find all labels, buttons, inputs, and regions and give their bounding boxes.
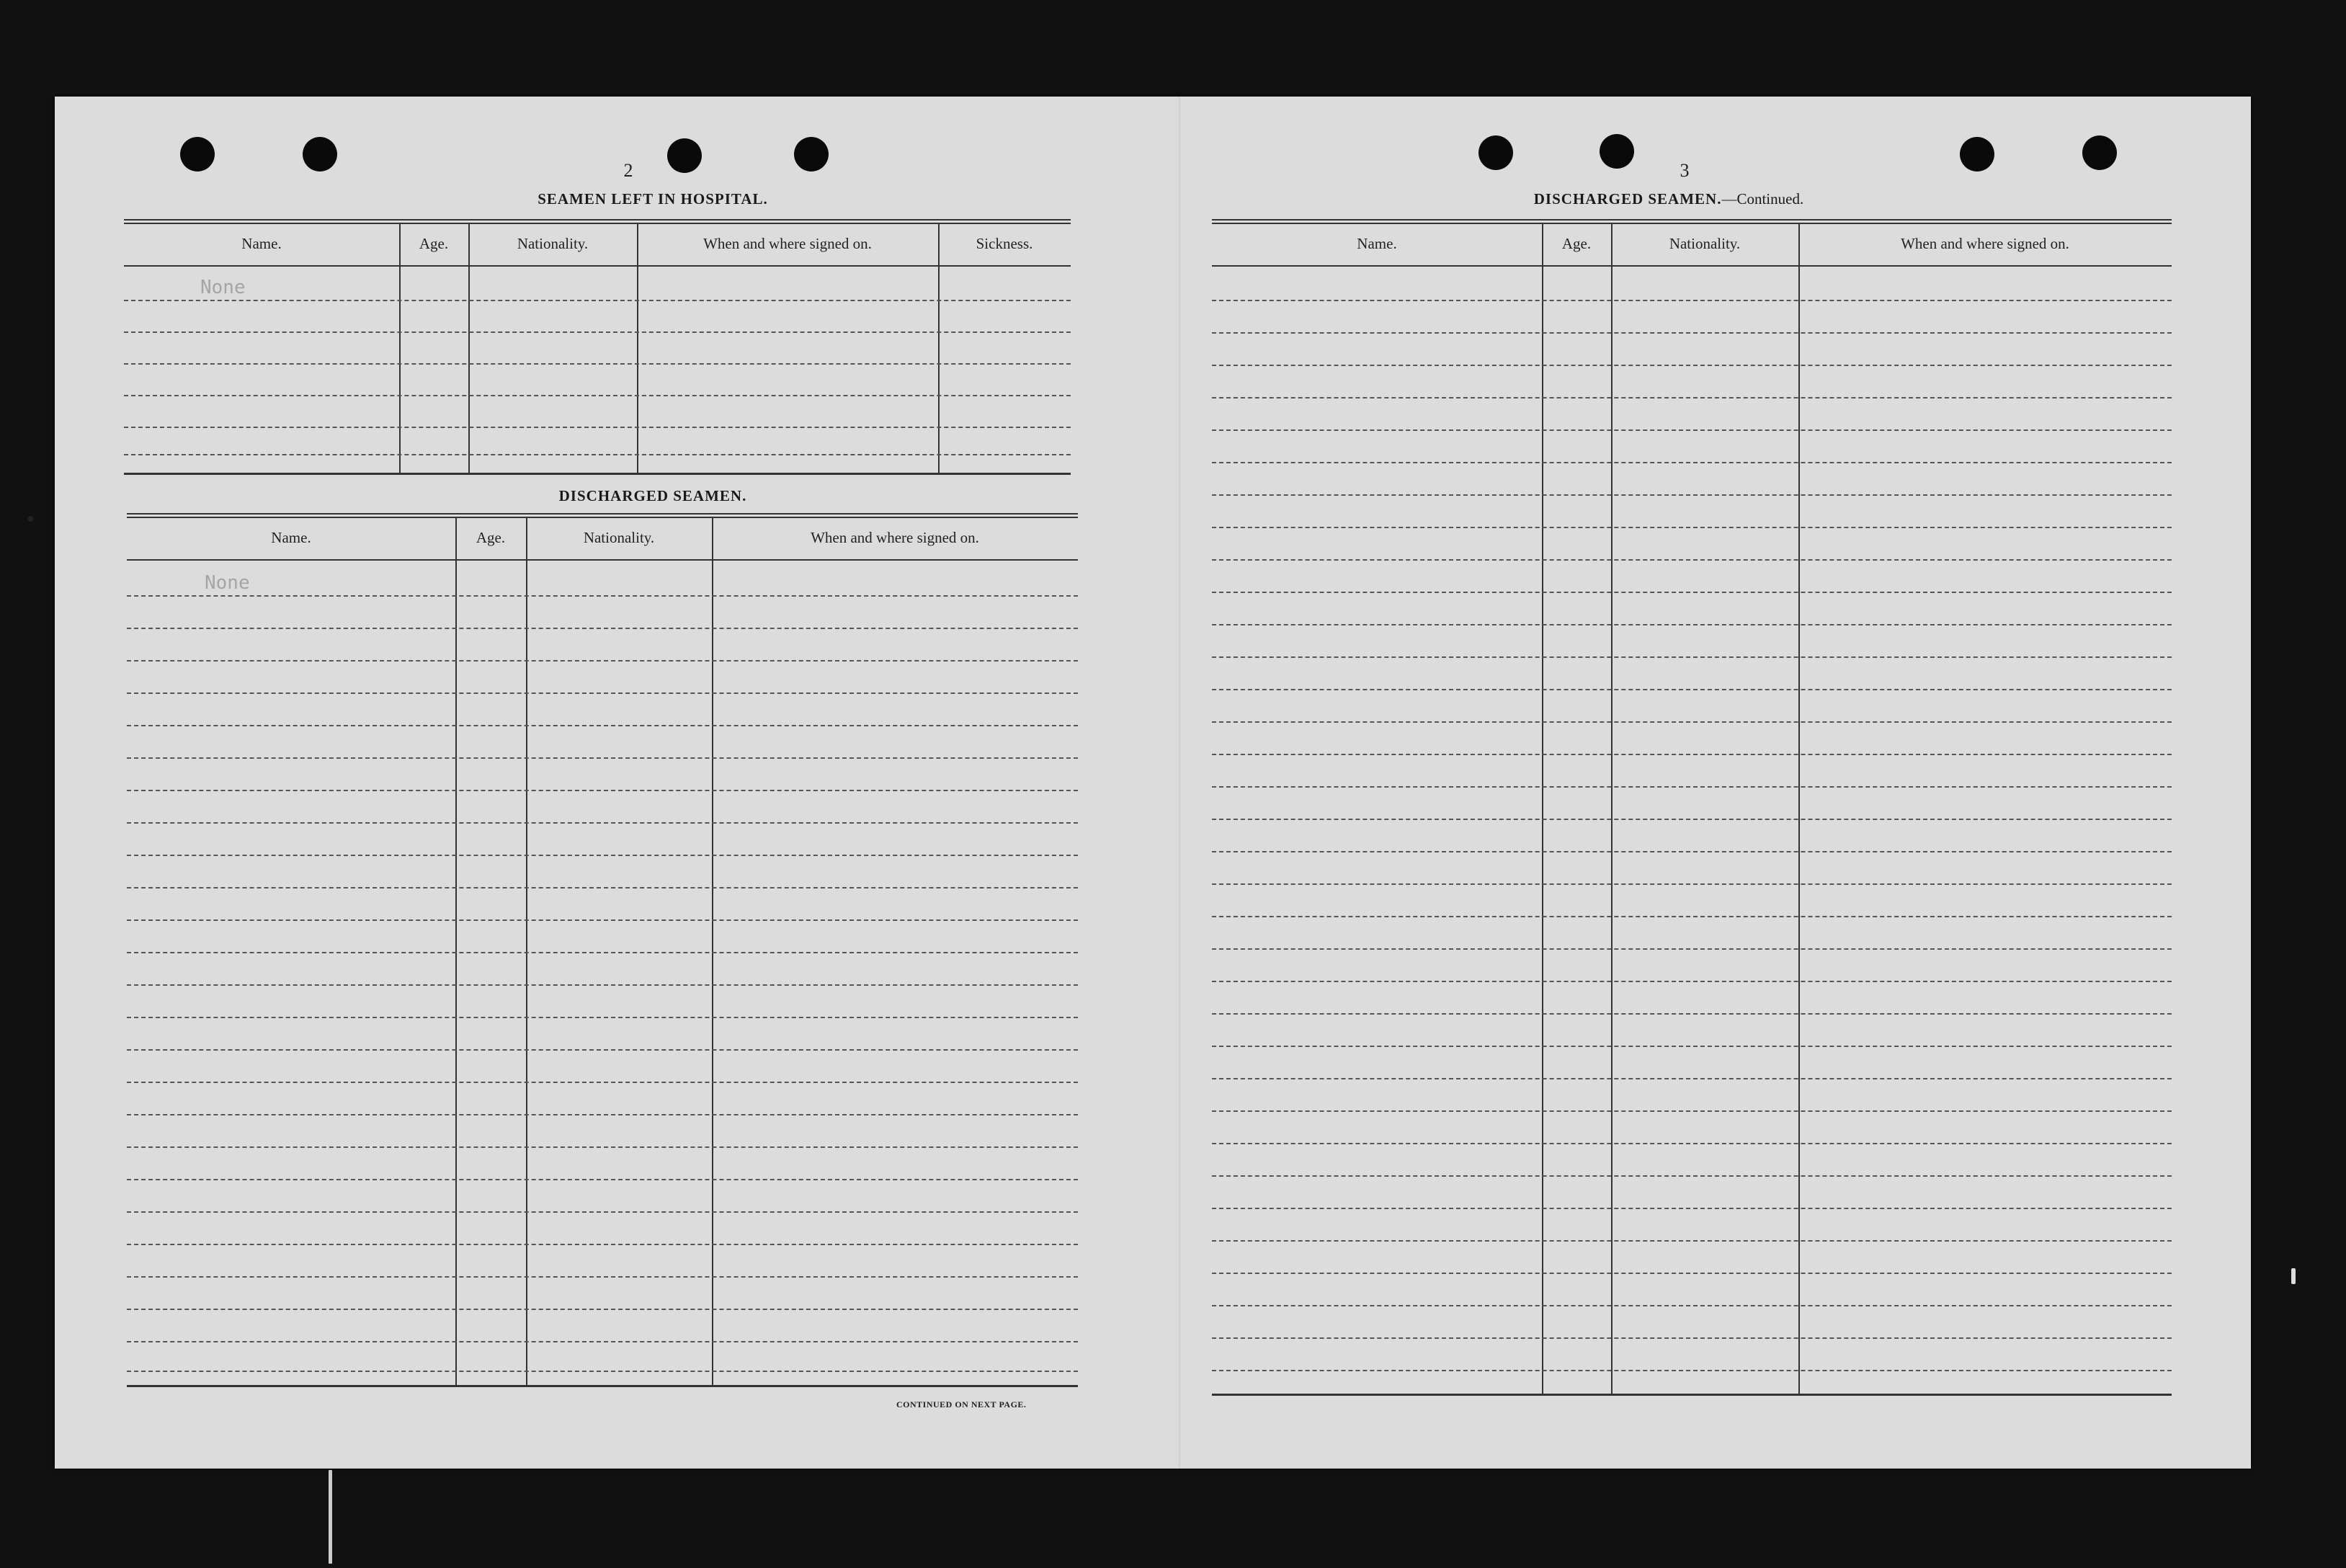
table-row <box>1212 494 2172 496</box>
table-row <box>124 395 1071 396</box>
discharged-table-left <box>127 513 1078 1392</box>
table-row <box>1212 592 2172 593</box>
table-row <box>1212 559 2172 561</box>
header-rule <box>124 265 1071 267</box>
table-bottom-rule <box>124 473 1071 475</box>
table-row <box>127 725 1078 726</box>
column-header-age: Age. <box>1561 235 1592 252</box>
hospital-entry-none: None <box>200 277 246 298</box>
table-row <box>124 363 1071 365</box>
table-row <box>1212 1337 2172 1339</box>
table-bottom-rule <box>127 1385 1078 1387</box>
table-row <box>1212 1370 2172 1371</box>
column-header-name: Name. <box>241 235 282 252</box>
discharged-continued-title <box>1395 190 1943 208</box>
column-divider <box>468 223 470 473</box>
hospital-table <box>124 219 1071 478</box>
column-divider <box>455 517 457 1385</box>
column-divider <box>526 517 527 1385</box>
table-row <box>1212 981 2172 982</box>
table-row <box>1212 656 2172 658</box>
table-row <box>127 1371 1078 1372</box>
table-row <box>1212 332 2172 334</box>
punch-hole <box>2082 135 2117 170</box>
table-row <box>1212 1143 2172 1144</box>
table-row <box>127 984 1078 986</box>
punch-hole <box>667 138 702 173</box>
table-row <box>1212 1240 2172 1242</box>
scan-speck <box>27 516 33 522</box>
table-row <box>127 1341 1078 1342</box>
header-rule <box>127 559 1078 561</box>
table-row <box>124 454 1071 455</box>
discharged-table-right <box>1212 219 2172 1401</box>
column-header-age: Age. <box>476 529 506 546</box>
header-rule <box>1212 265 2172 267</box>
punch-hole <box>180 137 215 172</box>
table-row <box>1212 527 2172 528</box>
discharged-section-title: DISCHARGED SEAMEN. <box>558 487 747 504</box>
column-divider <box>1542 223 1543 1394</box>
page-number-right: 3 <box>1680 160 1690 181</box>
column-divider <box>712 517 713 1385</box>
column-header-sickness: Sickness. <box>976 235 1033 252</box>
table-row <box>127 1146 1078 1148</box>
table-row <box>124 331 1071 333</box>
table-row <box>127 692 1078 694</box>
column-header-name: Name. <box>271 529 311 546</box>
table-row <box>1212 1013 2172 1015</box>
table-bottom-rule <box>1212 1394 2172 1396</box>
table-row <box>127 1179 1078 1180</box>
table-row <box>1212 916 2172 917</box>
manifest-sheet <box>55 97 2251 1469</box>
hospital-section-title: SEAMEN LEFT IN HOSPITAL. <box>538 190 768 208</box>
table-row <box>127 855 1078 856</box>
table-row <box>124 300 1071 301</box>
discharged-entry-none: None <box>205 572 250 594</box>
table-row <box>1212 462 2172 463</box>
column-header-signed-on: When and where signed on. <box>1901 235 2069 252</box>
scan-speck <box>329 1470 332 1564</box>
table-row <box>127 1309 1078 1310</box>
table-row <box>127 1017 1078 1018</box>
column-header-age: Age. <box>419 235 449 252</box>
table-row <box>1212 624 2172 625</box>
column-divider <box>1798 223 1800 1394</box>
punch-hole <box>1600 134 1634 169</box>
scan-speck <box>2291 1268 2296 1284</box>
table-row <box>1212 1175 2172 1177</box>
column-header-nationality: Nationality. <box>517 235 589 252</box>
table-row <box>127 887 1078 888</box>
table-row <box>1212 1078 2172 1079</box>
table-row <box>1212 300 2172 301</box>
page-number-left: 2 <box>623 160 633 181</box>
center-fold <box>1179 97 1180 1469</box>
column-header-signed-on: When and where signed on. <box>811 529 979 546</box>
punch-hole <box>1960 137 1994 172</box>
column-header-nationality: Nationality. <box>583 529 655 546</box>
punch-hole <box>1478 135 1513 170</box>
table-row <box>1212 786 2172 788</box>
table-row <box>1212 1273 2172 1274</box>
table-row <box>1212 883 2172 885</box>
table-row <box>1212 397 2172 398</box>
column-divider <box>399 223 401 473</box>
table-row <box>127 1114 1078 1115</box>
table-row <box>127 919 1078 921</box>
table-row <box>127 595 1078 597</box>
table-top-rule <box>127 513 1078 518</box>
column-header-signed-on: When and where signed on. <box>703 235 872 252</box>
table-row <box>1212 819 2172 820</box>
table-row <box>127 628 1078 629</box>
table-row <box>127 1049 1078 1051</box>
continued-footer: CONTINUED ON NEXT PAGE. <box>896 1399 1027 1409</box>
table-row <box>1212 754 2172 755</box>
table-row <box>1212 1046 2172 1047</box>
punch-hole <box>794 137 829 172</box>
table-row <box>127 1244 1078 1245</box>
column-divider <box>637 223 638 473</box>
table-row <box>127 790 1078 791</box>
table-row <box>1212 1305 2172 1306</box>
column-divider <box>1611 223 1613 1394</box>
table-row <box>127 757 1078 759</box>
column-header-nationality: Nationality. <box>1669 235 1741 252</box>
table-row <box>127 952 1078 953</box>
continued-suffix: —Continued. <box>1721 190 1804 208</box>
table-row <box>1212 1110 2172 1112</box>
table-top-rule <box>124 219 1071 224</box>
table-row <box>127 1276 1078 1278</box>
table-row <box>1212 365 2172 366</box>
table-row <box>127 660 1078 662</box>
table-row <box>124 427 1071 428</box>
punch-hole <box>303 137 337 172</box>
table-row <box>1212 1208 2172 1209</box>
table-row <box>1212 851 2172 852</box>
column-header-name: Name. <box>1357 235 1397 252</box>
table-row <box>1212 721 2172 723</box>
table-row <box>127 822 1078 824</box>
table-row <box>1212 689 2172 690</box>
table-row <box>127 1082 1078 1083</box>
table-top-rule <box>1212 219 2172 224</box>
table-row <box>1212 948 2172 950</box>
column-divider <box>938 223 940 473</box>
discharged-continued-title-main: DISCHARGED SEAMEN. <box>1533 190 1722 208</box>
table-row <box>127 1211 1078 1213</box>
table-row <box>1212 429 2172 431</box>
